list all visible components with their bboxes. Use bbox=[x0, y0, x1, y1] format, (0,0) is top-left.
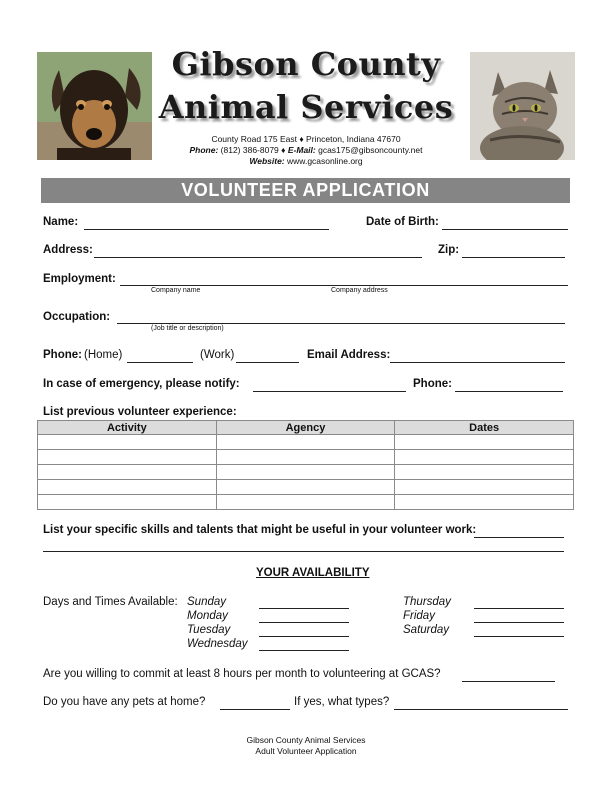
availability-heading: YOUR AVAILABILITY bbox=[256, 567, 370, 579]
tuesday-field[interactable] bbox=[259, 636, 349, 637]
day-friday: Friday bbox=[403, 610, 435, 622]
day-sunday: Sunday bbox=[187, 596, 227, 608]
monday-field[interactable] bbox=[259, 622, 349, 623]
occupation-field[interactable] bbox=[117, 323, 565, 324]
zip-label: Zip: bbox=[438, 244, 460, 256]
skills-field-1[interactable] bbox=[474, 537, 564, 538]
column-header-dates: Dates bbox=[395, 421, 574, 435]
wednesday-field[interactable] bbox=[259, 650, 349, 651]
company-name-hint: Company name bbox=[151, 287, 201, 294]
dates-cell[interactable] bbox=[395, 435, 574, 450]
activity-cell[interactable] bbox=[38, 435, 217, 450]
emergency-label: In case of emergency, please notify: bbox=[43, 378, 240, 390]
table-row bbox=[38, 495, 574, 510]
activity-cell[interactable] bbox=[38, 450, 217, 465]
friday-field[interactable] bbox=[474, 622, 564, 623]
day-thursday: Thursday bbox=[403, 596, 451, 608]
pets-answer-field[interactable] bbox=[220, 709, 290, 710]
website-label: Website: bbox=[249, 156, 285, 166]
day-wednesday: Wednesday bbox=[187, 638, 248, 650]
experience-header-row bbox=[38, 421, 574, 435]
email-value: gcas175@gibsoncounty.net bbox=[315, 145, 423, 155]
dates-cell[interactable] bbox=[395, 450, 574, 465]
saturday-field[interactable] bbox=[474, 636, 564, 637]
agency-cell[interactable] bbox=[216, 480, 395, 495]
home-phone-field[interactable] bbox=[127, 362, 193, 363]
activity-cell[interactable] bbox=[38, 495, 217, 510]
form-title-banner: VOLUNTEER APPLICATION bbox=[41, 178, 570, 203]
agency-cell[interactable] bbox=[216, 435, 395, 450]
day-tuesday: Tuesday bbox=[187, 624, 231, 636]
thursday-field[interactable] bbox=[474, 608, 564, 609]
dob-label: Date of Birth: bbox=[366, 216, 439, 228]
day-saturday: Saturday bbox=[403, 624, 450, 636]
footer-line1: Gibson County Animal Services bbox=[246, 735, 366, 745]
email-field[interactable] bbox=[390, 362, 565, 363]
activity-cell[interactable] bbox=[38, 480, 217, 495]
work-phone-field[interactable] bbox=[236, 362, 299, 363]
emergency-phone-field[interactable] bbox=[455, 391, 563, 392]
company-address-hint: Company address bbox=[331, 287, 388, 294]
dob-field[interactable] bbox=[442, 229, 568, 230]
activity-cell[interactable] bbox=[38, 465, 217, 480]
sunday-field[interactable] bbox=[259, 608, 349, 609]
dog-illustration bbox=[37, 52, 152, 160]
agency-cell[interactable] bbox=[216, 465, 395, 480]
org-website bbox=[150, 156, 462, 166]
dog-photo bbox=[37, 52, 152, 160]
commit-question: Are you willing to commit at least 8 hours per month to volunteering at GCAS? bbox=[43, 668, 441, 680]
org-address: County Road 175 East ♦ Princeton, Indiana 47670 bbox=[211, 134, 401, 144]
address-field[interactable] bbox=[94, 257, 422, 258]
phone-value: (812) 386-8079 ♦ bbox=[218, 145, 288, 155]
availability-label: Days and Times Available: bbox=[43, 596, 178, 608]
org-title-line2: Animal Services bbox=[158, 88, 454, 126]
table-row bbox=[38, 480, 574, 495]
website-value: www.gcasonline.org bbox=[284, 156, 363, 166]
phone-label: Phone: bbox=[189, 145, 219, 155]
cat-illustration bbox=[470, 52, 575, 160]
zip-field[interactable] bbox=[462, 257, 565, 258]
dates-cell[interactable] bbox=[395, 465, 574, 480]
table-row bbox=[38, 450, 574, 465]
org-contact bbox=[150, 145, 462, 155]
agency-cell[interactable] bbox=[216, 450, 395, 465]
pets-question: Do you have any pets at home? bbox=[43, 696, 206, 708]
employment-label: Employment: bbox=[43, 273, 116, 285]
footer-line2: Adult Volunteer Application bbox=[255, 746, 357, 756]
dates-cell[interactable] bbox=[395, 495, 574, 510]
pets-types-field[interactable] bbox=[394, 709, 568, 710]
experience-table bbox=[37, 420, 574, 510]
email-label: E-Mail: bbox=[287, 145, 316, 155]
address-label: Address: bbox=[43, 244, 93, 256]
work-phone-label: (Work) bbox=[200, 349, 235, 361]
column-header-agency: Agency bbox=[216, 421, 395, 435]
agency-cell[interactable] bbox=[216, 495, 395, 510]
email-field-label: Email Address: bbox=[307, 349, 391, 361]
employment-field[interactable] bbox=[120, 285, 568, 286]
home-phone-label: (Home) bbox=[84, 349, 123, 361]
job-title-hint: (Job title or description) bbox=[151, 325, 224, 332]
name-label: Name: bbox=[43, 216, 79, 228]
phone-field-label: Phone: bbox=[43, 349, 82, 361]
cat-photo bbox=[470, 52, 575, 160]
commit-answer-field[interactable] bbox=[462, 681, 555, 682]
column-header-activity: Activity bbox=[38, 421, 217, 435]
pets-types-question: If yes, what types? bbox=[294, 696, 390, 708]
emergency-phone-label: Phone: bbox=[413, 378, 452, 390]
skills-field-2[interactable] bbox=[43, 551, 564, 552]
emergency-contact-field[interactable] bbox=[253, 391, 406, 392]
org-title-line1: Gibson County bbox=[171, 45, 441, 83]
table-row bbox=[38, 435, 574, 450]
table-row bbox=[38, 465, 574, 480]
occupation-label: Occupation: bbox=[43, 311, 111, 323]
day-monday: Monday bbox=[187, 610, 228, 622]
dates-cell[interactable] bbox=[395, 480, 574, 495]
skills-label: List your specific skills and talents that might be useful in your volunteer work: bbox=[43, 524, 477, 536]
experience-heading: List previous volunteer experience: bbox=[43, 406, 237, 418]
name-field[interactable] bbox=[84, 229, 329, 230]
